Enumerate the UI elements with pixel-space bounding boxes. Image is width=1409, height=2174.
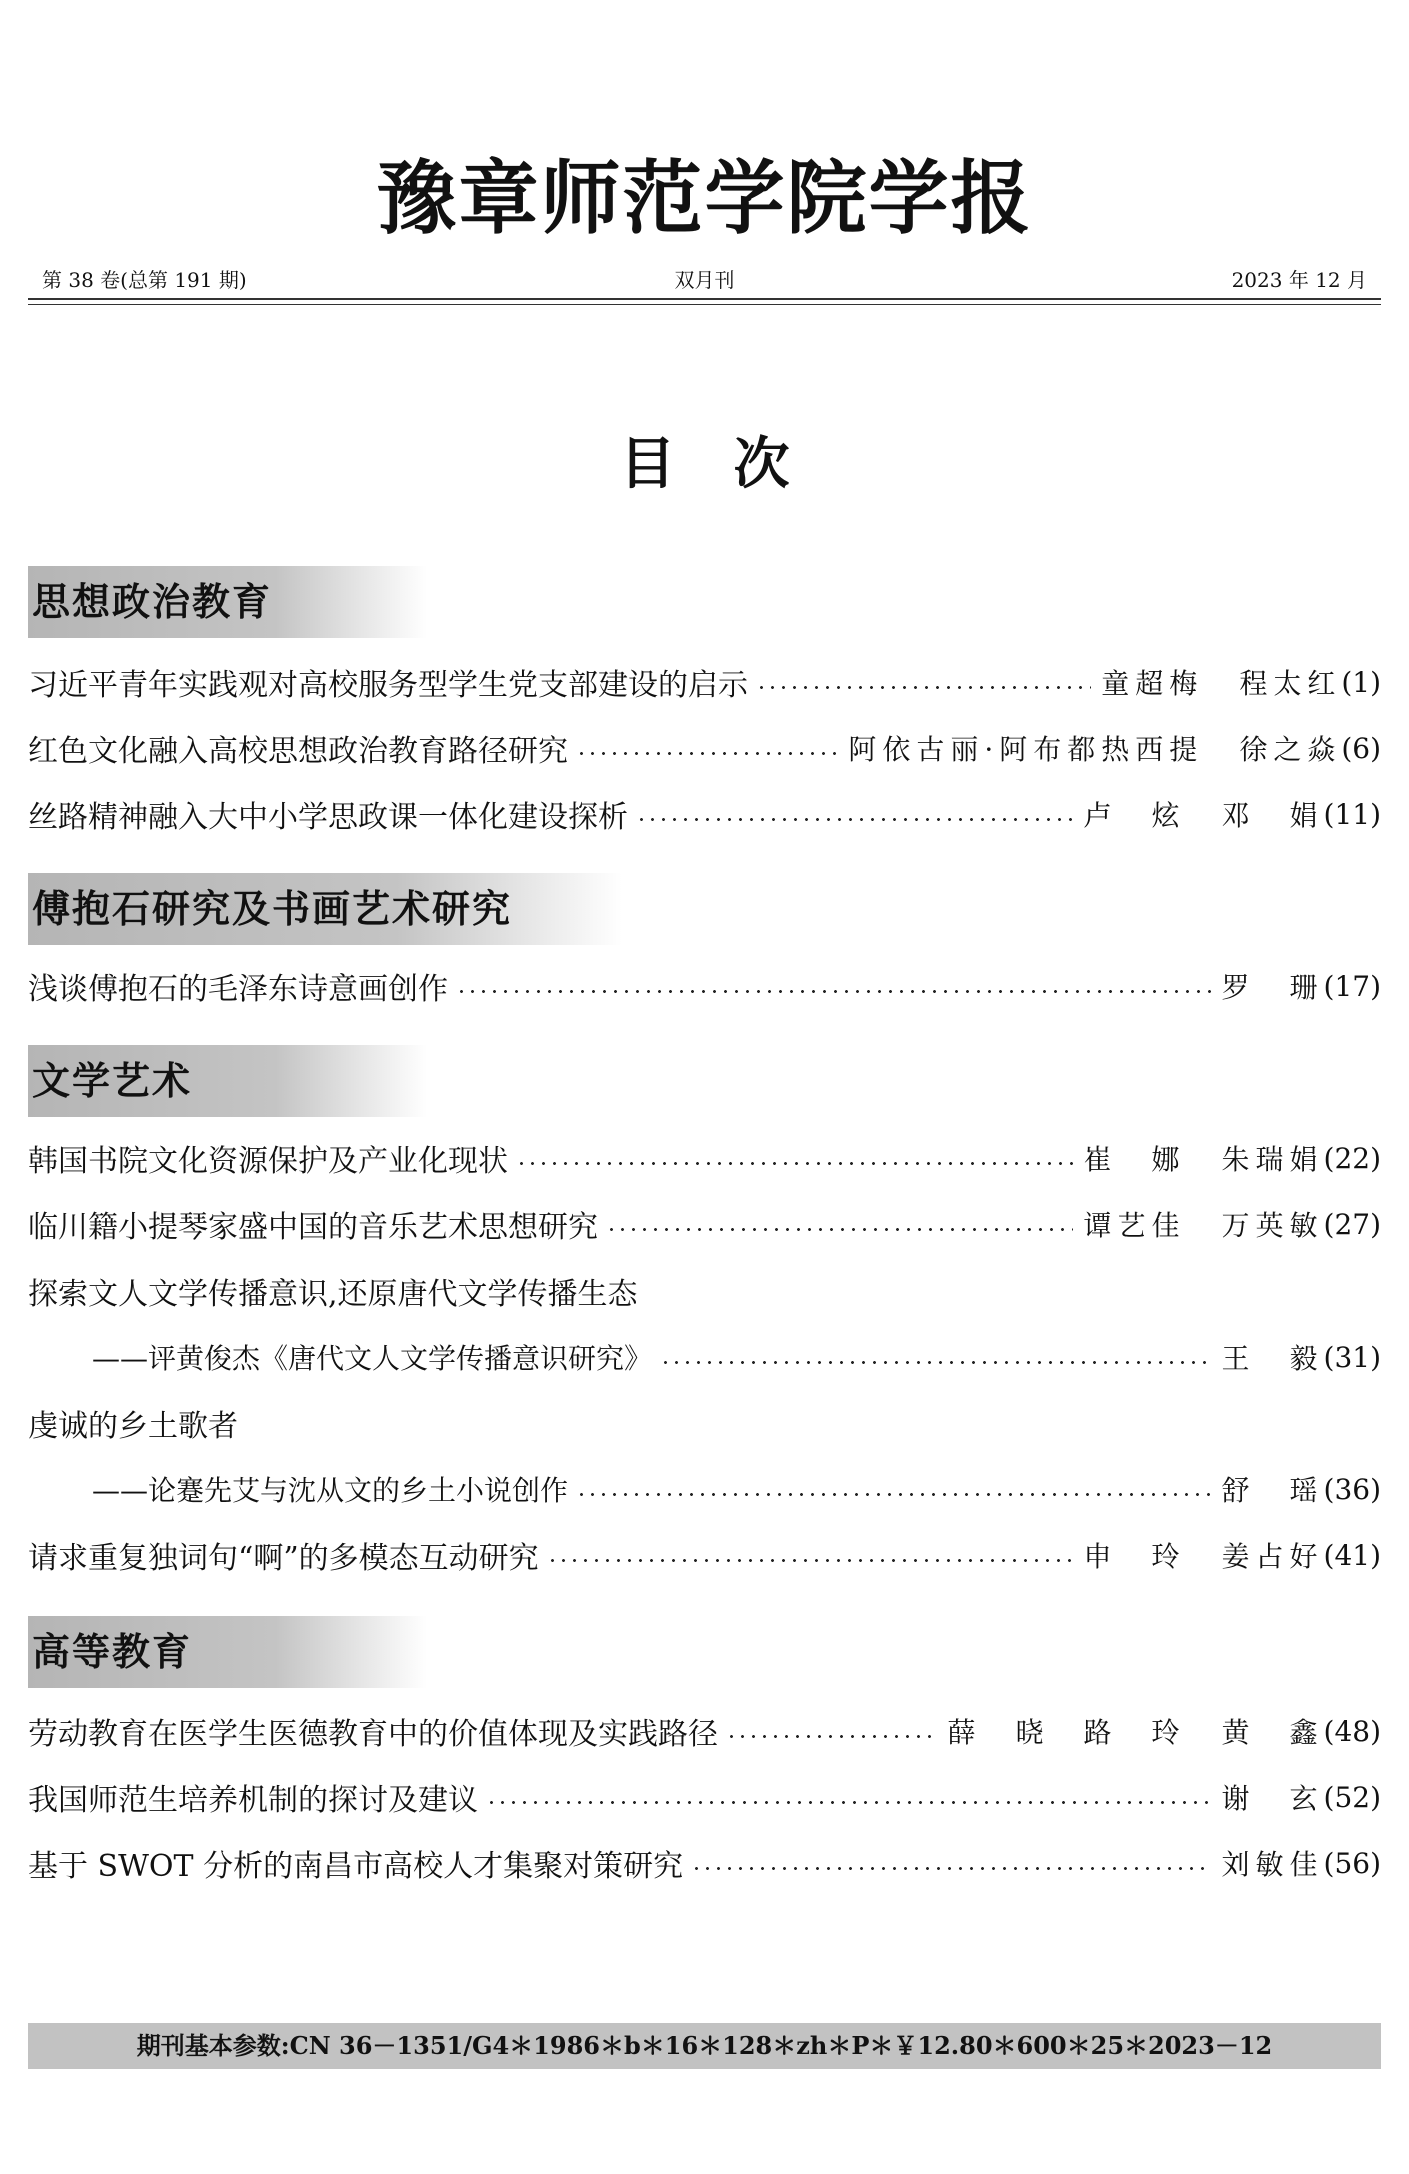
entry-title: 临川籍小提琴家盛中国的音乐艺术思想研究 [28, 1210, 598, 1245]
toc-entry[interactable] [28, 1530, 1381, 1580]
author: 徐之焱 [1239, 733, 1342, 766]
dot-leader [756, 686, 1091, 689]
dot-leader [636, 818, 1073, 821]
dot-leader [691, 1867, 1211, 1870]
dot-leader [606, 1228, 1073, 1231]
page-number: (48) [1323, 1714, 1381, 1748]
page-number: (56) [1323, 1846, 1381, 1880]
toc-entry[interactable] [28, 789, 1381, 839]
entry-title: 红色文化融入高校思想政治教育路径研究 [28, 734, 568, 769]
entry-authors [1083, 1535, 1323, 1575]
author: 童超梅 [1101, 667, 1204, 700]
entry-title: 浅谈傅抱石的毛泽东诗意画创作 [28, 972, 448, 1007]
entry-authors [1222, 1337, 1324, 1377]
page-number: (22) [1323, 1141, 1381, 1175]
header-rule-thick [28, 298, 1381, 300]
entry-subtitle: ——论蹇先艾与沈从文的乡土小说创作 [92, 1474, 569, 1507]
author: 舒 瑶 [1221, 1474, 1324, 1507]
toc-heading [0, 431, 1409, 497]
page-number: (27) [1323, 1207, 1381, 1241]
journal-parameters-bar: 期刊基本参数:CN 36－1351/G4＊1986＊b＊16＊128＊zh＊P＊￥12.80＊600＊25＊2023－12 [28, 2023, 1381, 2069]
author: 崔 娜 [1083, 1143, 1186, 1176]
author: 阿依古丽·阿布都热西提 [848, 733, 1204, 766]
entry-title: 探索文人文学传播意识,还原唐代文学传播生态 [28, 1277, 638, 1312]
author: 申 玲 [1083, 1540, 1186, 1573]
entry-title: 基于 SWOT 分析的南昌市高校人才集聚对策研究 [28, 1849, 684, 1884]
toc-entry[interactable] [28, 1838, 1381, 1888]
entry-title: 韩国书院文化资源保护及产业化现状 [28, 1144, 508, 1179]
author: 万英敏 [1221, 1209, 1324, 1242]
entry-authors [1222, 1777, 1324, 1817]
entry-title: 请求重复独词句“啊”的多模态互动研究 [28, 1541, 539, 1576]
entry-authors [848, 728, 1341, 768]
dot-leader [726, 1735, 937, 1738]
entry-authors [1083, 794, 1323, 834]
dot-leader [660, 1361, 1211, 1364]
entry-authors [1101, 662, 1341, 702]
page-number: (1) [1341, 665, 1381, 699]
entry-authors [947, 1711, 1323, 1751]
author: 罗 珊 [1221, 971, 1324, 1004]
toc-heading-char-2: 次 [733, 431, 790, 497]
page-number: (36) [1323, 1472, 1381, 1506]
entry-title: 我国师范生培养机制的探讨及建议 [28, 1783, 478, 1818]
journal-title: 豫章师范学院学报 [376, 151, 1033, 245]
page-number: (52) [1323, 1780, 1381, 1814]
entry-title: 劳动教育在医学生医德教育中的价值体现及实践路径 [28, 1717, 718, 1752]
toc-entry-title-line[interactable] [28, 1398, 1381, 1448]
toc-heading-char-1: 目 [619, 431, 676, 497]
toc-entry[interactable] [28, 1706, 1381, 1756]
header-rule-thin [28, 304, 1381, 305]
volume-info: 第 38 卷(总第 191 期) [42, 268, 247, 292]
entry-authors [1222, 1469, 1324, 1509]
toc-entry[interactable] [28, 961, 1381, 1011]
author: 姜占好 [1221, 1540, 1324, 1573]
author: 黄 鑫 [1221, 1716, 1324, 1749]
entry-authors [1083, 1204, 1323, 1244]
author: 谭艺佳 [1083, 1209, 1186, 1242]
toc-entry-title-line[interactable] [28, 1266, 1381, 1316]
toc-entry[interactable] [28, 1133, 1381, 1183]
entry-title: 虔诚的乡土歌者 [28, 1409, 238, 1444]
entry-subtitle: ——评黄俊杰《唐代文人文学传播意识研究》 [92, 1342, 653, 1375]
author: 薛 晓 路 玲 [947, 1716, 1186, 1749]
dot-leader [576, 1493, 1211, 1496]
author: 王 毅 [1221, 1342, 1324, 1375]
toc-entry-subtitle-line[interactable] [28, 1464, 1381, 1514]
page-number: (41) [1323, 1538, 1381, 1572]
page-number: (11) [1323, 797, 1381, 831]
toc-entry[interactable] [28, 1199, 1381, 1249]
entry-authors [1222, 1843, 1324, 1883]
author: 刘敏佳 [1221, 1848, 1324, 1881]
author: 程太红 [1239, 667, 1342, 700]
section-header: 高等教育 [28, 1616, 427, 1688]
toc-entry[interactable] [28, 657, 1381, 707]
entry-title: 丝路精神融入大中小学思政课一体化建设探析 [28, 800, 628, 835]
toc-entry-subtitle-line[interactable] [28, 1332, 1381, 1382]
section-header: 傅抱石研究及书画艺术研究 [28, 873, 622, 945]
section-header: 文学艺术 [28, 1045, 427, 1117]
page-number: (17) [1323, 969, 1381, 1003]
dot-leader [456, 990, 1212, 993]
author: 朱瑞娟 [1221, 1143, 1324, 1176]
toc-entry[interactable] [28, 723, 1381, 773]
page-number: (31) [1323, 1340, 1381, 1374]
issue-date: 2023 年 12 月 [1231, 268, 1367, 292]
page-number: (6) [1341, 731, 1381, 765]
frequency-info: 双月刊 [674, 268, 735, 292]
dot-leader [576, 752, 838, 755]
dot-leader [547, 1559, 1074, 1562]
author: 卢 炫 [1083, 799, 1186, 832]
author: 谢 玄 [1221, 1782, 1324, 1815]
entry-authors [1222, 966, 1324, 1006]
dot-leader [486, 1801, 1212, 1804]
entry-authors [1083, 1138, 1323, 1178]
toc-entry[interactable] [28, 1772, 1381, 1822]
dot-leader [516, 1162, 1073, 1165]
section-header: 思想政治教育 [28, 566, 427, 638]
author: 邓 娟 [1221, 799, 1324, 832]
entry-title: 习近平青年实践观对高校服务型学生党支部建设的启示 [28, 668, 748, 703]
